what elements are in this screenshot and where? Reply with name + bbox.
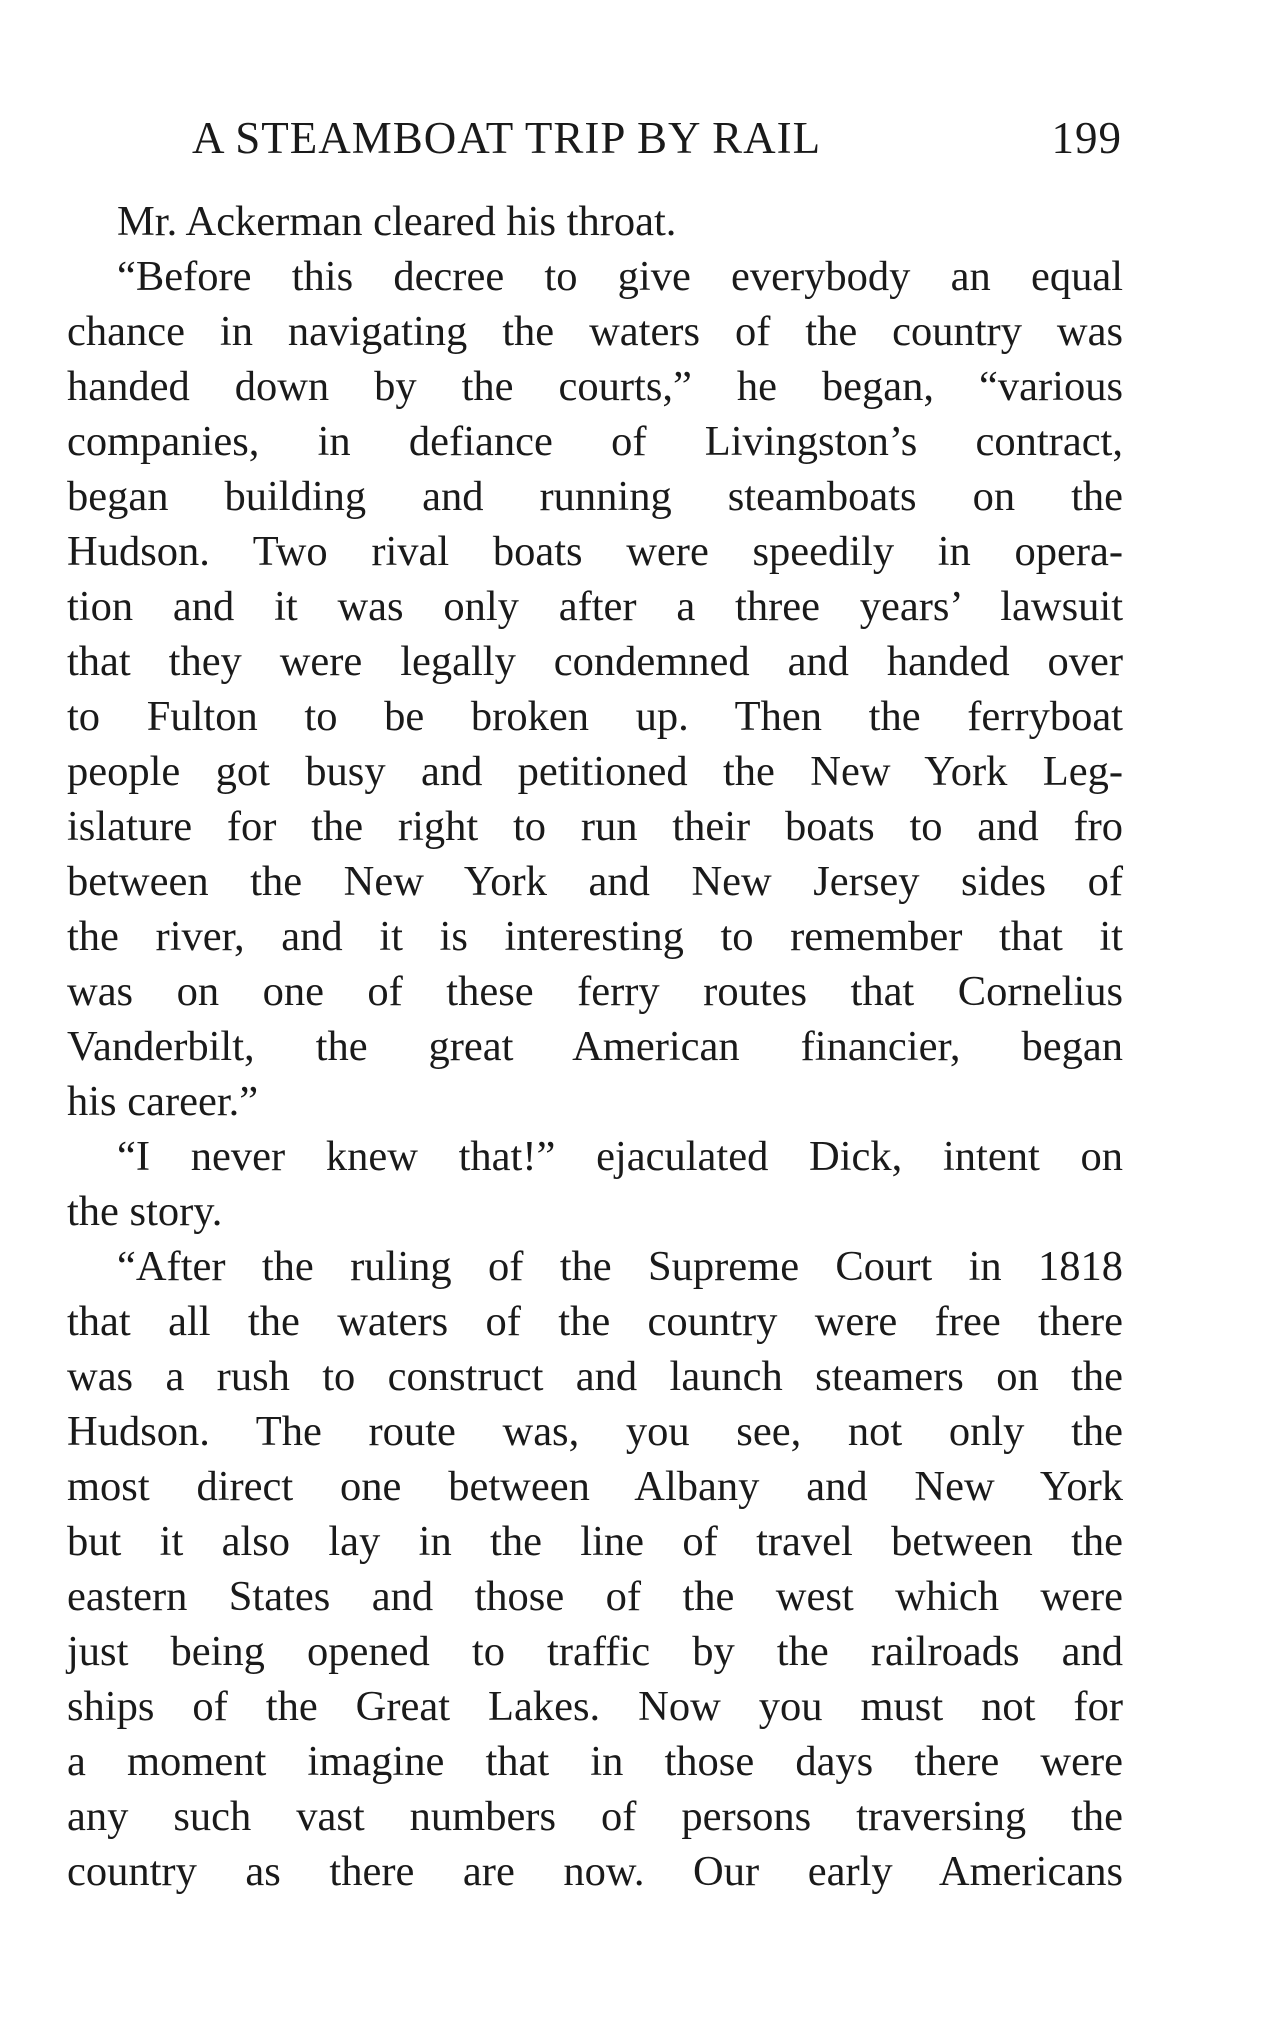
text-line: “Before this decree to give everybody an equal — [117, 253, 1123, 300]
text-line: Hudson. Two rival boats were speedily in opera- — [67, 528, 1123, 575]
text-line: his career.” — [67, 1078, 259, 1125]
text-line: that they were legally condemned and handed over — [67, 638, 1123, 685]
text-line: Hudson. The route was, you see, not only the — [67, 1408, 1123, 1455]
text-line: handed down by the courts,” he began, “various — [67, 363, 1123, 410]
text-line: that all the waters of the country were free there — [67, 1298, 1123, 1345]
text-line: chance in navigating the waters of the country was — [67, 308, 1123, 355]
text-line: just being opened to traffic by the railroads and — [67, 1628, 1123, 1675]
text-line: was a rush to construct and launch steamers on the — [67, 1353, 1123, 1400]
text-line: to Fulton to be broken up. Then the ferryboat — [67, 693, 1123, 740]
running-head — [192, 112, 1122, 172]
text-line: most direct one between Albany and New York — [67, 1463, 1123, 1510]
text-line: any such vast numbers of persons traversing the — [67, 1793, 1123, 1840]
text-line: people got busy and petitioned the New York Leg- — [67, 748, 1123, 795]
text-line: islature for the right to run their boats to and fro — [67, 803, 1123, 850]
text-line: the river, and it is interesting to remember that it — [67, 913, 1123, 960]
text-line: Vanderbilt, the great American financier, began — [67, 1023, 1123, 1070]
text-line: eastern States and those of the west which were — [67, 1573, 1123, 1620]
text-line: but it also lay in the line of travel between the — [67, 1518, 1123, 1565]
body-text — [67, 194, 1123, 1899]
text-line: tion and it was only after a three years’ lawsuit — [67, 583, 1123, 630]
text-line: the story. — [67, 1188, 223, 1235]
text-line: a moment imagine that in those days there were — [67, 1738, 1123, 1785]
text-line: was on one of these ferry routes that Cornelius — [67, 968, 1123, 1015]
text-line: between the New York and New Jersey sides of — [67, 858, 1123, 905]
text-line: Mr. Ackerman cleared his throat. — [117, 198, 677, 245]
text-line: “After the ruling of the Supreme Court in 1818 — [117, 1243, 1123, 1290]
text-line: ships of the Great Lakes. Now you must not for — [67, 1683, 1123, 1730]
page-number: 199 — [1051, 113, 1122, 163]
text-line: “I never knew that!” ejaculated Dick, intent on — [117, 1133, 1123, 1180]
text-line: companies, in defiance of Livingston’s contract, — [67, 418, 1123, 465]
text-line: country as there are now. Our early Americans — [67, 1848, 1123, 1895]
text-line: began building and running steamboats on the — [67, 473, 1123, 520]
running-title: A STEAMBOAT TRIP BY RAIL — [192, 113, 822, 163]
